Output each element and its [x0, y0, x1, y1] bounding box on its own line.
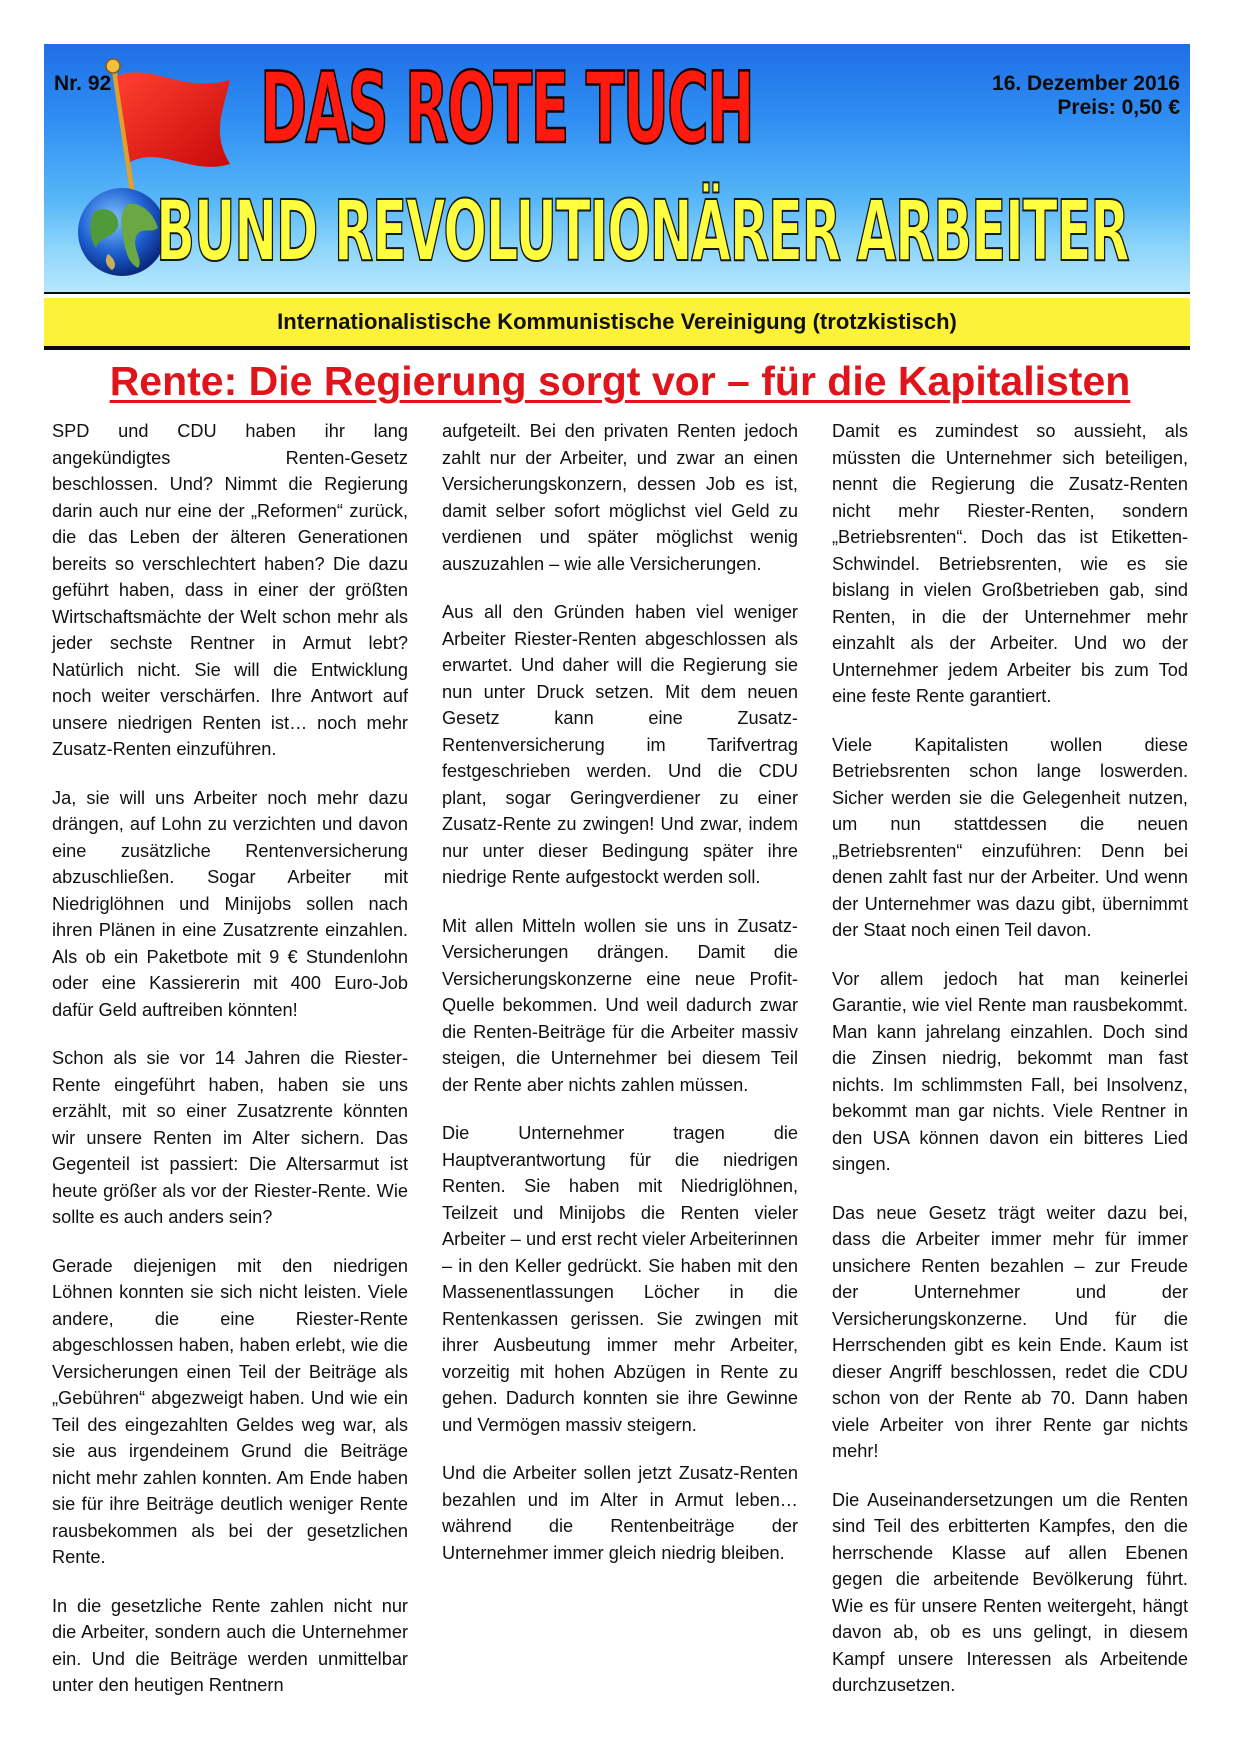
paragraph: Die Auseinandersetzungen um die Renten sind Teil des erbitterten Kampfes, den die herrschende Klasse auf allen Ebenen gegen die arbeitende Bevölkerung führt. Wie es für unsere Renten weitergeht, hängt davon ab, ob es uns gelingt, in diesem Kampf unsere Interessen als Arbeitende durchzusetzen.	[832, 1489, 1188, 1695]
masthead-subtitle: BUND REVOLUTIONÄRER ARBEITER	[156, 182, 1129, 280]
article-column-1	[52, 418, 408, 1738]
paragraph: Damit es zumindest so aussieht, als müssten die Unternehmer sich beteiligen, nennt die Regierung die Zusatz-Renten nicht mehr Riester-Renten, sondern „Betriebsrenten“. Doch das ist Etiketten-Schwindel. Betriebsrenten, wie es sie bislang in vielen Großbetrieben gab, sind Renten, in die der Unternehmer mehr einzahlt als der Arbeiter. Und wo der Unternehmer jedem Arbeiter bis zum Tod eine feste Rente garantiert.	[832, 421, 1188, 706]
masthead-banner	[44, 44, 1190, 294]
paragraph: Viele Kapitalisten wollen diese Betriebsrenten schon lange loswerden. Sicher werden sie die Gelegenheit nutzen, um nun stattdessen die neuen „Betriebsrenten“ einzuführen: Denn bei denen zahlt fast nur der Arbeiter. Und wenn der Unternehmer was dazu gibt, übernimmt der Staat noch einen Teil davon.	[832, 734, 1188, 940]
paragraph: SPD und CDU haben ihr lang angekündigtes Renten-Gesetz beschlossen. Und? Nimmt die Regierung darin auch nur eine der „Reformen“ zurück, die das Leben der älteren Generationen bereits so verschlechtert haben? Die dazu geführt haben, dass in einer der größten Wirtschaftsmächte der Welt schon mehr als jeder sechste Rentner in Armut lebt? Natürlich nicht. Sie will die Entwicklung noch weiter verschärfen. Ihre Antwort auf unsere niedrigen Renten ist… noch mehr Zusatz-Renten einzuführen.	[52, 421, 408, 759]
tagline-bar	[44, 298, 1190, 350]
paragraph: Die Unternehmer tragen die Hauptverantwortung für die niedrigen Renten. Sie haben mit Niedriglöhnen, Teilzeit und Minijobs die Renten vieler Arbeiter – und erst recht vieler Arbeiterinnen – in den Keller gedrückt. Sie haben mit den Massenentlassungen Löcher in die Rentenkassen gerissen. Sie zwingen mit ihrer Ausbeutung immer mehr Arbeiter, vorzeitig mit hohen Abzügen in Rente zu gehen. Dadurch konnten sie ihre Gewinne und Vermögen massiv steigern.	[442, 1123, 798, 1435]
article-column-2	[442, 418, 798, 1738]
paragraph: Vor allem jedoch hat man keinerlei Garantie, wie viel Rente man rausbekommt. Man kann jahrelang einzahlen. Doch sind die Zinsen niedrig, bekommt man fast nichts. Im schlimmsten Fall, bei Insolvenz, bekommt man gar nichts. Viele Rentner in den USA können davon ein bitteres Lied singen.	[832, 968, 1188, 1174]
article-column-3	[832, 418, 1188, 1738]
tagline: Internationalistische Kommunistische Vereinigung (trotzkistisch)	[277, 309, 957, 334]
article-headline-text: Rente: Die Regierung sorgt vor – für die Kapitalisten	[109, 358, 1131, 404]
paragraph: In die gesetzliche Rente zahlen nicht nur die Arbeiter, sondern auch die Unternehmer ein. Und die Beiträge werden unmittelbar unter den heutigen Rentnern	[52, 1595, 408, 1695]
paragraph: aufgeteilt. Bei den privaten Renten jedoch zahlt nur der Arbeiter, und zwar an einen Versicherungskonzern, dessen Job es ist, damit selber sofort möglichst viel Geld zu verdienen und später möglichst wenig auszuzahlen – wie alle Versicherungen.	[442, 421, 798, 574]
paragraph: Und die Arbeiter sollen jetzt Zusatz-Renten bezahlen und im Alter in Armut leben… während die Rentenbeiträge der Unternehmer immer gleich niedrig bleiben.	[442, 1463, 798, 1563]
paragraph: Aus all den Gründen haben viel weniger Arbeiter Riester-Renten abgeschlossen als erwartet. Und daher will die Regierung sie nun unter Druck setzen. Mit dem neuen Gesetz kann eine Zusatz-Rentenversicherung im Tarifvertrag festgeschrieben werden. Und die CDU plant, sogar Geringverdiener zu einer Zusatz-Rente zu zwingen! Und zwar, indem nur unter dieser Bedingung später ihre niedrige Rente aufgestockt werden soll.	[442, 602, 798, 887]
article-columns	[52, 418, 1188, 1738]
article-headline	[0, 356, 1240, 406]
issue-number: Nr. 92	[54, 72, 112, 95]
issue-date-price	[992, 72, 1180, 120]
paragraph: Mit allen Mitteln wollen sie uns in Zusatz-Versicherungen drängen. Damit die Versicherungskonzerne eine neue Profit-Quelle bekommen. Und weil dadurch zwar die Renten-Beiträge für die Arbeiter massiv steigen, die Unternehmer bei diesem Teil der Rente aber nichts zahlen müssen.	[442, 915, 798, 1095]
paragraph: Gerade diejenigen mit den niedrigen Löhnen konnten sie sich nicht leisten. Viele andere, die eine Riester-Rente abgeschlossen haben, haben erlebt, wie die Versicherungen einen Teil der Beiträge als „Gebühren“ abgezweigt haben. Und wie ein Teil des eingezahlten Geldes weg war, als sie aus irgendeinem Grund die Beiträge nicht mehr zahlen konnten. Am Ende haben sie für ihre Beiträge deutlich weniger Rente rausbekommen als bei der gesetzlichen Rente.	[52, 1255, 408, 1567]
paragraph: Das neue Gesetz trägt weiter dazu bei, dass die Arbeiter immer mehr für immer unsichere Renten bezahlen – zur Freude der Unternehmer und der Versicherungskonzerne. Und für die Herrschenden gibt es kein Ende. Kaum ist dieser Angriff beschlossen, redet die CDU schon von der Rente ab 70. Dann haben viele Arbeiter von ihrer Rente gar nichts mehr!	[832, 1202, 1188, 1461]
issue-price: Preis: 0,50 €	[1057, 96, 1180, 119]
paragraph: Ja, sie will uns Arbeiter noch mehr dazu drängen, auf Lohn zu verzichten und davon eine zusätzliche Rentenversicherung abzuschließen. Sogar Arbeiter mit Niedriglöhnen und Minijobs sollen nach ihren Plänen in eine Zusatzrente einzahlen. Als ob ein Paketbote mit 9 € Stundenlohn oder eine Kassiererin mit 400 Euro-Job dafür Geld auftreiben könnten!	[52, 787, 408, 1020]
banner-divider	[44, 292, 1190, 294]
paragraph: Schon als sie vor 14 Jahren die Riester-Rente eingeführt haben, haben sie uns erzählt, mit so einer Zusatzrente könnten wir unsere Renten im Alter sichern. Das Gegenteil ist passiert: Die Altersarmut ist heute größer als vor der Riester-Rente. Wie sollte es auch anders sein?	[52, 1048, 408, 1227]
issue-date: 16. Dezember 2016	[992, 72, 1180, 95]
masthead-title: DAS ROTE TUCH	[260, 52, 753, 166]
